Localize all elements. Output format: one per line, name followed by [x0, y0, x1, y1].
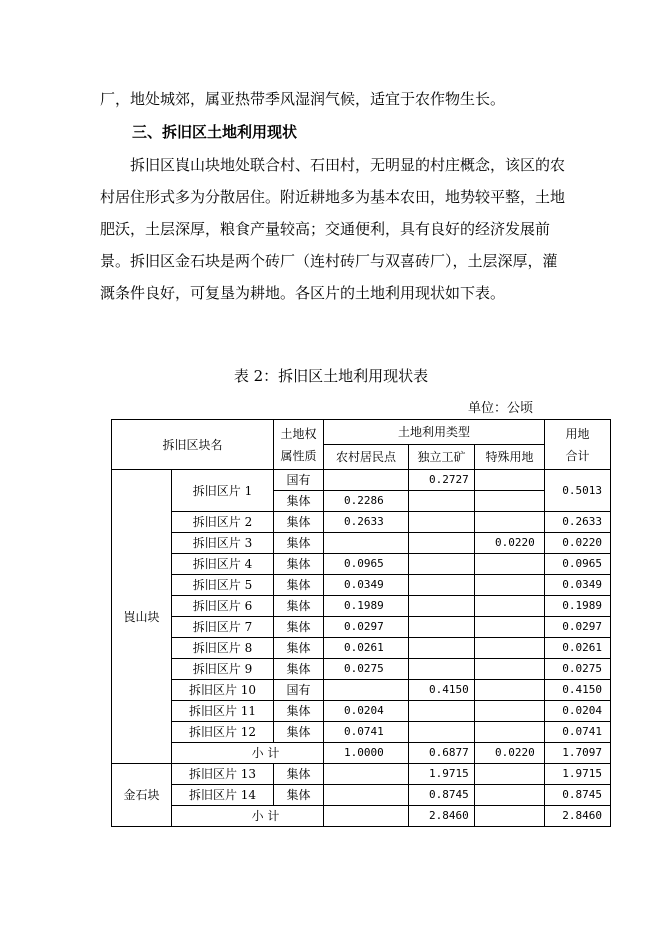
- ownership-cell: 集体: [274, 575, 324, 596]
- industry-value-cell: [409, 638, 475, 659]
- piece-cell: 拆旧区片 3: [172, 533, 274, 554]
- piece-cell: 拆旧区片 14: [172, 785, 274, 806]
- ownership-cell: 集体: [274, 722, 324, 743]
- ownership-cell: 集体: [274, 596, 324, 617]
- rural-value-cell: [324, 470, 409, 491]
- special-value-cell: [475, 701, 545, 722]
- subtotal-total: 2.8460: [545, 806, 611, 827]
- rural-value-cell: 0.2633: [324, 512, 409, 533]
- ownership-cell: 国有: [274, 470, 324, 491]
- total-value-cell: 0.0261: [545, 638, 611, 659]
- subtotal-label: 小 计: [172, 743, 324, 764]
- paragraph-line-1: 厂，地处城郊，属亚热带季风湿润气候，适宜于农作物生长。: [100, 90, 506, 108]
- special-value-cell: [475, 554, 545, 575]
- total-value-cell: 0.1989: [545, 596, 611, 617]
- table-caption: 表 2：拆旧区土地利用现状表: [233, 367, 429, 385]
- piece-cell: 拆旧区片 9: [172, 659, 274, 680]
- industry-value-cell: 0.2727: [409, 470, 475, 491]
- subtotal-label: 小 计: [172, 806, 324, 827]
- subtotal-row: [112, 806, 611, 827]
- header-total: 用地 合计: [545, 420, 611, 470]
- piece-cell: 拆旧区片 4: [172, 554, 274, 575]
- special-value-cell: [475, 575, 545, 596]
- table-unit: 单位：公顷: [468, 401, 534, 416]
- table-row: [112, 701, 611, 722]
- rural-value-cell: 0.1989: [324, 596, 409, 617]
- section-heading: 三、拆旧区土地利用现状: [132, 123, 298, 141]
- ownership-cell: 集体: [274, 659, 324, 680]
- ownership-cell: 集体: [274, 491, 324, 512]
- industry-value-cell: [409, 491, 475, 512]
- industry-value-cell: [409, 533, 475, 554]
- piece-cell: 拆旧区片 7: [172, 617, 274, 638]
- piece-cell: 拆旧区片 5: [172, 575, 274, 596]
- total-value-cell: 0.8745: [545, 785, 611, 806]
- table-row: [112, 680, 611, 701]
- table-row: [112, 554, 611, 575]
- industry-value-cell: [409, 617, 475, 638]
- industry-value-cell: [409, 575, 475, 596]
- piece-cell: 拆旧区片 11: [172, 701, 274, 722]
- ownership-cell: 集体: [274, 533, 324, 554]
- rural-value-cell: 0.0297: [324, 617, 409, 638]
- piece-cell: 拆旧区片 6: [172, 596, 274, 617]
- industry-value-cell: 1.9715: [409, 764, 475, 785]
- special-value-cell: [475, 470, 545, 491]
- special-value-cell: [475, 617, 545, 638]
- special-value-cell: [475, 512, 545, 533]
- subtotal-industry: 0.6877: [409, 743, 475, 764]
- header-ownership: 土地权 属性质: [274, 420, 324, 470]
- total-value-cell: 0.0349: [545, 575, 611, 596]
- ownership-cell: 集体: [274, 785, 324, 806]
- header-block-name: 拆旧区块名: [112, 420, 274, 470]
- header-row: [112, 420, 611, 445]
- subtotal-industry: 2.8460: [409, 806, 475, 827]
- total-value-cell: 1.9715: [545, 764, 611, 785]
- rural-value-cell: 0.0741: [324, 722, 409, 743]
- rural-value-cell: 0.0204: [324, 701, 409, 722]
- piece-cell: 拆旧区片 1: [172, 470, 274, 512]
- industry-value-cell: [409, 659, 475, 680]
- rural-value-cell: 0.0261: [324, 638, 409, 659]
- rural-value-cell: 0.0349: [324, 575, 409, 596]
- rural-value-cell: 0.0965: [324, 554, 409, 575]
- table-row: [112, 533, 611, 554]
- subtotal-total: 1.7097: [545, 743, 611, 764]
- subtotal-row: [112, 743, 611, 764]
- header-industry: 独立工矿: [409, 445, 475, 470]
- table-row: [112, 575, 611, 596]
- ownership-cell: 集体: [274, 554, 324, 575]
- subtotal-special: [475, 806, 545, 827]
- total-value-cell: 0.4150: [545, 680, 611, 701]
- rural-value-cell: [324, 533, 409, 554]
- total-value-cell: 0.2633: [545, 512, 611, 533]
- block-name-cell: 崀山块: [112, 470, 172, 764]
- ownership-cell: 集体: [274, 512, 324, 533]
- piece-cell: 拆旧区片 8: [172, 638, 274, 659]
- land-use-table: [111, 419, 611, 827]
- body-paragraph: 拆旧区崀山块地处联合村、石田村，无明显的村庄概念，该区的农村居住形式多为分散居住。附近耕地多为基本农田，地势较平整，土地肥沃，土层深厚，粮食产量较高；交通便利，具有良好的经济发展前景。拆旧区金石块是两个砖厂（连村砖厂与双喜砖厂），土层深厚，灌溉条件良好，可复垦为耕地。各区片的土地利用现状如下表。: [100, 156, 566, 302]
- special-value-cell: [475, 596, 545, 617]
- special-value-cell: [475, 785, 545, 806]
- special-value-cell: [475, 722, 545, 743]
- industry-value-cell: [409, 512, 475, 533]
- table-row: [112, 764, 611, 785]
- subtotal-special: 0.0220: [475, 743, 545, 764]
- special-value-cell: [475, 638, 545, 659]
- subtotal-rural: 1.0000: [324, 743, 409, 764]
- block-name-cell: 金石块: [112, 764, 172, 827]
- total-value-cell: 0.0220: [545, 533, 611, 554]
- total-value-cell: 0.0297: [545, 617, 611, 638]
- piece-cell: 拆旧区片 12: [172, 722, 274, 743]
- ownership-cell: 集体: [274, 701, 324, 722]
- table-row: [112, 638, 611, 659]
- piece-cell: 拆旧区片 2: [172, 512, 274, 533]
- ownership-cell: 集体: [274, 638, 324, 659]
- special-value-cell: [475, 680, 545, 701]
- total-value-cell: 0.0741: [545, 722, 611, 743]
- table-row: [112, 470, 611, 491]
- special-value-cell: [475, 659, 545, 680]
- industry-value-cell: [409, 554, 475, 575]
- ownership-cell: 集体: [274, 764, 324, 785]
- total-value-cell: 0.0204: [545, 701, 611, 722]
- ownership-cell: 集体: [274, 617, 324, 638]
- rural-value-cell: 0.0275: [324, 659, 409, 680]
- header-special: 特殊用地: [475, 445, 545, 470]
- industry-value-cell: 0.4150: [409, 680, 475, 701]
- industry-value-cell: [409, 701, 475, 722]
- rural-value-cell: [324, 680, 409, 701]
- table-row: [112, 617, 611, 638]
- rural-value-cell: [324, 785, 409, 806]
- special-value-cell: [475, 764, 545, 785]
- table-row: [112, 659, 611, 680]
- total-value-cell: 0.0275: [545, 659, 611, 680]
- table-row: [112, 596, 611, 617]
- table-row: [112, 785, 611, 806]
- industry-value-cell: [409, 722, 475, 743]
- table-row: [112, 722, 611, 743]
- header-rural: 农村居民点: [324, 445, 409, 470]
- piece-cell: 拆旧区片 10: [172, 680, 274, 701]
- special-value-cell: [475, 491, 545, 512]
- ownership-cell: 国有: [274, 680, 324, 701]
- total-value-cell: 0.5013: [545, 470, 611, 512]
- piece-cell: 拆旧区片 13: [172, 764, 274, 785]
- industry-value-cell: 0.8745: [409, 785, 475, 806]
- industry-value-cell: [409, 596, 475, 617]
- header-type-group: 土地利用类型: [324, 420, 545, 445]
- rural-value-cell: [324, 764, 409, 785]
- special-value-cell: 0.0220: [475, 533, 545, 554]
- table-row: [112, 512, 611, 533]
- subtotal-rural: [324, 806, 409, 827]
- rural-value-cell: 0.2286: [324, 491, 409, 512]
- total-value-cell: 0.0965: [545, 554, 611, 575]
